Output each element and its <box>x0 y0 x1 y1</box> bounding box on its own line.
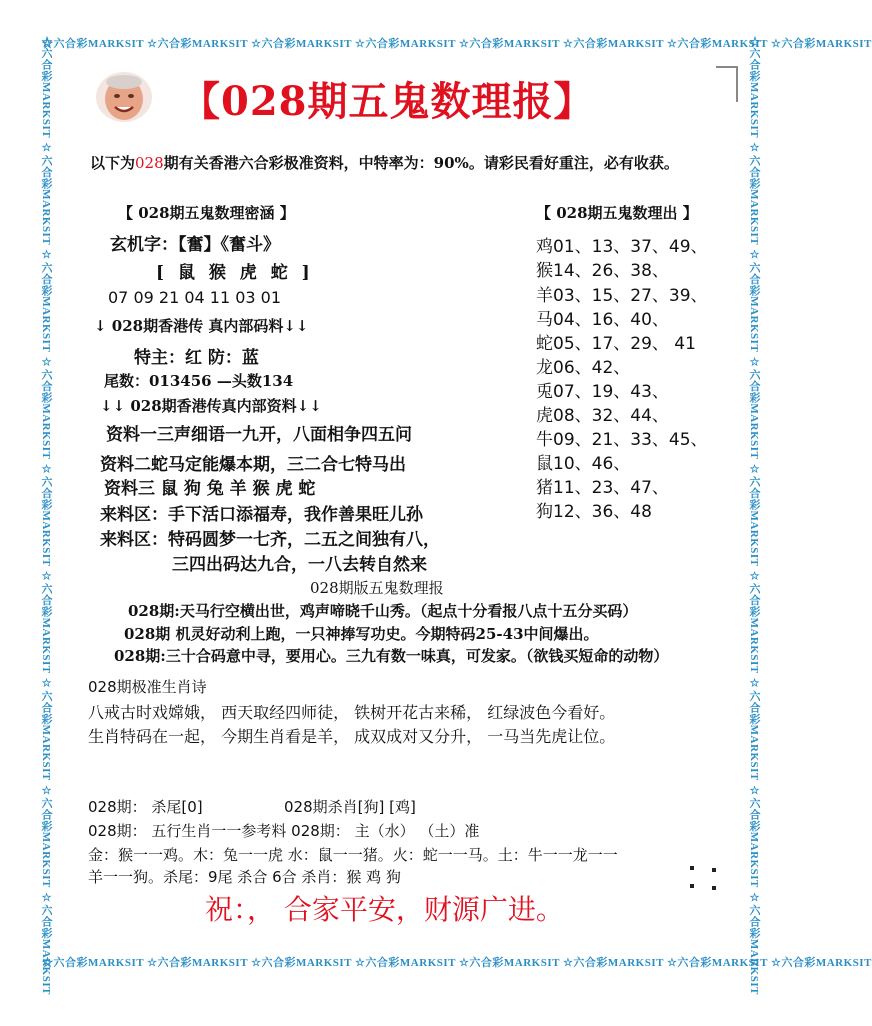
riddle-line-1 <box>128 600 637 621</box>
result-row: 虎08、32、44、 <box>536 406 669 426</box>
internal-code-heading: ↓ 028期香港传 真内部码料↓↓ <box>94 317 309 335</box>
poem-heading: 028期极准生肖诗 <box>88 678 207 696</box>
five-elements-line: 金：猴一一鸡。木：兔一一虎 水：鼠一一猪。火：蛇一一马。土：牛一一龙一一 <box>88 846 618 864</box>
scan-mark <box>712 868 716 872</box>
result-row: 牛09、21、33、45、 <box>536 430 708 450</box>
special-color: 特主：红 防：蓝 <box>134 348 259 368</box>
source-line-2: 来料区：特码圆梦一七齐，二五之间独有八， <box>100 530 440 550</box>
riddle-issue: 028期: <box>128 602 180 620</box>
poem-line-1: 八戒古时戏嫦娥， 西天取经四师徒， 铁树开花古来稀， 红绿波色今看好。 <box>88 703 616 722</box>
intro-rate: 90% <box>433 154 469 172</box>
xuanji-word: 玄机字：【奮】《奮斗》 <box>110 235 280 255</box>
border-top: ☆六合彩MARKSIT ☆六合彩MARKSIT ☆六合彩MARKSIT ☆六合彩MARKSIT ☆六合彩MARKSIT ☆六合彩MARKSIT ☆六合彩MARKSIT ☆六合彩MARKSIT <box>42 38 872 50</box>
blessing-text: 祝：， 合家平安，财源广进。 <box>205 893 564 926</box>
riddle-text: 天马行空横出世，鸡声啼晓千山秀。（起点十分看报八点十五分买码） <box>179 602 638 620</box>
intro-mid: 期有关香港六合彩极准资料，中特率为： <box>163 154 434 172</box>
intro-issue: 028 <box>135 154 164 172</box>
source-line-1: 来料区：手下活口添福寿，我作善果旺儿孙 <box>100 505 423 525</box>
result-row: 猴14、26、38、 <box>536 261 669 281</box>
left-heading: 【 028期五鬼数理密涵 】 <box>118 204 295 222</box>
data-line-3: 资料三 鼠 狗 兔 羊 猴 虎 蛇 <box>104 479 316 499</box>
scan-mark <box>690 866 694 870</box>
border-right: ☆六合彩MARKSIT ☆六合彩MARKSIT ☆六合彩MARKSIT ☆六合彩MARKSIT ☆六合彩MARKSIT ☆六合彩MARKSIT ☆六合彩MARKSIT ☆六合彩MARKSIT ☆六合彩MARKSIT <box>748 36 760 995</box>
internal-data-heading: ↓↓ 028期香港传真内部资料↓↓ <box>100 397 322 415</box>
kill-zodiac: 028期杀肖[狗] [鸡] <box>284 798 416 816</box>
number-list: 07 09 21 04 11 03 01 <box>108 288 282 307</box>
riddle-line-2 <box>124 623 599 644</box>
data-line-2: 资料二蛇马定能爆本期，三二合七特马出 <box>100 455 406 475</box>
intro-pre: 以下为 <box>90 154 136 172</box>
corner-mark <box>716 66 738 102</box>
riddle-text: 机灵好动利上跑，一只神捧写功史。今期特码25-43中间爆出。 <box>175 625 599 643</box>
result-row: 蛇05、17、29、 41 <box>536 334 696 354</box>
result-row: 马04、16、40、 <box>536 310 669 330</box>
avatar-image <box>92 70 156 124</box>
result-row: 兎07、19、43、 <box>536 382 669 402</box>
zodiac-group: [ 鼠 猴 虎 蛇 ] <box>156 263 314 283</box>
result-row: 狗12、36、48 <box>536 502 652 522</box>
right-heading: 【 028期五鬼数理出 】 <box>536 204 698 222</box>
riddle-text: 三十合码意中寻，要用心。三九有数一味真，可发家。（欲钱买短命的动物） <box>165 647 669 665</box>
riddle-issue: 028期 <box>124 625 171 643</box>
border-left: ☆六合彩MARKSIT ☆六合彩MARKSIT ☆六合彩MARKSIT ☆六合彩MARKSIT ☆六合彩MARKSIT ☆六合彩MARKSIT ☆六合彩MARKSIT ☆六合彩MARKSIT ☆六合彩MARKSIT <box>40 36 52 995</box>
scan-mark <box>712 886 716 890</box>
result-row: 龙06、42、 <box>536 358 631 378</box>
kill-tail: 028期： 杀尾[0] <box>88 798 203 816</box>
riddle-issue: 028期: <box>114 647 166 665</box>
result-row: 猪11、23、47、 <box>536 478 669 498</box>
result-row: 鸡01、13、37、49、 <box>536 237 708 257</box>
result-row: 羊03、15、27、39、 <box>536 286 708 306</box>
scan-mark <box>690 884 694 888</box>
tail-head-numbers: 尾数：013456 —头数134 <box>104 372 294 390</box>
five-elements-ref: 028期： 五行生肖一一参考料 028期： 主（水） （土）准 <box>88 822 480 840</box>
poem-line-2: 生肖特码在一起， 今期生肖看是羊， 成双成对又分升， 一马当先虎让位。 <box>88 727 616 746</box>
intro-post: 。请彩民看好重注，必有收获。 <box>468 154 679 172</box>
data-line-1: 资料一三声细语一九开，八面相争四五问 <box>106 425 412 445</box>
border-bottom: ☆六合彩MARKSIT ☆六合彩MARKSIT ☆六合彩MARKSIT ☆六合彩MARKSIT ☆六合彩MARKSIT ☆六合彩MARKSIT ☆六合彩MARKSIT ☆六合彩MARKSIT <box>42 957 872 969</box>
page-title: 【028期五鬼数理报】 <box>180 78 595 125</box>
riddle-line-3 <box>114 645 668 666</box>
section-subtitle: 028期版五鬼数理报 <box>310 579 444 597</box>
intro-text <box>90 152 740 174</box>
source-line-3: 三四出码达九合，一八去转自然来 <box>172 555 427 575</box>
result-row: 鼠10、46、 <box>536 454 631 474</box>
kill-summary-line: 羊一一狗。杀尾：9尾 杀合 6合 杀肖：猴 鸡 狗 <box>88 868 401 886</box>
